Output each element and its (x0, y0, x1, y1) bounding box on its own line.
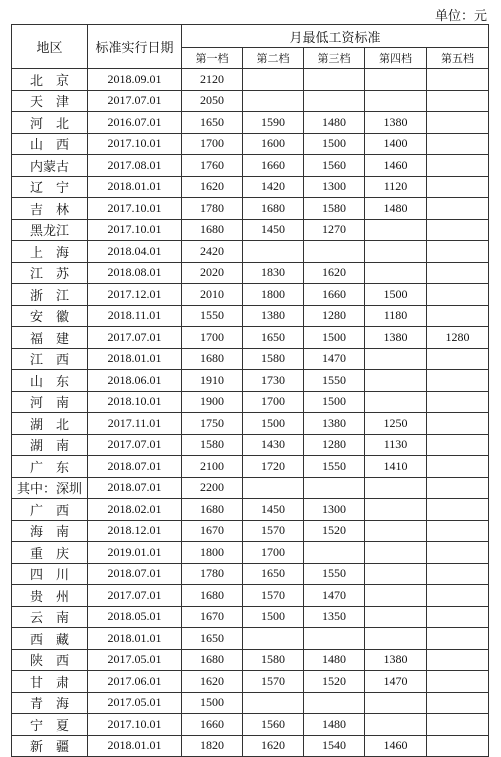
table-row (12, 542, 489, 564)
date-cell: 2018.01.01 (88, 735, 182, 757)
tier-5-cell (427, 456, 489, 478)
header-wage-standard: 月最低工资标准 (182, 25, 489, 48)
tier-5-cell (427, 585, 489, 607)
region-cell: 海 南 (12, 520, 88, 542)
tier-1-cell: 1670 (182, 606, 243, 628)
date-cell: 2017.07.01 (88, 585, 182, 607)
region-cell: 甘 肃 (12, 671, 88, 693)
tier-3-cell: 1500 (304, 327, 365, 349)
tier-1-cell: 1760 (182, 155, 243, 177)
tier-2-cell: 1800 (243, 284, 304, 306)
region-cell: 江 苏 (12, 262, 88, 284)
tier-5-cell (427, 133, 489, 155)
tier-3-cell: 1350 (304, 606, 365, 628)
tier-3-cell (304, 90, 365, 112)
tier-2-cell (243, 628, 304, 650)
region-cell: 重 庆 (12, 542, 88, 564)
unit-label: 单位：元 (434, 9, 487, 24)
date-cell: 2018.11.01 (88, 305, 182, 327)
tier-5-cell (427, 606, 489, 628)
tier-4-cell (365, 477, 427, 499)
table-row (12, 520, 489, 542)
tier-5-cell (427, 671, 489, 693)
date-cell: 2018.06.01 (88, 370, 182, 392)
tier-1-cell: 1780 (182, 198, 243, 220)
table-row (12, 671, 489, 693)
tier-4-cell (365, 692, 427, 714)
date-cell: 2018.10.01 (88, 391, 182, 413)
tier-5-cell (427, 563, 489, 585)
tier-3-cell: 1380 (304, 413, 365, 435)
tier-1-cell: 1580 (182, 434, 243, 456)
region-cell: 浙 江 (12, 284, 88, 306)
region-cell: 吉 林 (12, 198, 88, 220)
tier-2-cell: 1680 (243, 198, 304, 220)
tier-3-cell: 1270 (304, 219, 365, 241)
region-cell: 新 疆 (12, 735, 88, 757)
tier-1-cell: 1780 (182, 563, 243, 585)
table-row (12, 112, 489, 134)
tier-5-cell (427, 155, 489, 177)
tier-1-cell: 1700 (182, 133, 243, 155)
tier-3-cell: 1300 (304, 499, 365, 521)
tier-4-cell (365, 585, 427, 607)
date-cell: 2017.10.01 (88, 133, 182, 155)
region-cell: 广 西 (12, 499, 88, 521)
tier-4-cell: 1460 (365, 155, 427, 177)
tier-1-cell: 1910 (182, 370, 243, 392)
tier-4-cell (365, 563, 427, 585)
tier-2-cell: 1450 (243, 219, 304, 241)
tier-3-cell: 1480 (304, 112, 365, 134)
tier-5-cell (427, 348, 489, 370)
header-region: 地区 (12, 25, 88, 69)
tier-2-cell: 1580 (243, 348, 304, 370)
tier-3-cell: 1470 (304, 348, 365, 370)
table-row (12, 370, 489, 392)
tier-3-cell: 1500 (304, 133, 365, 155)
tier-5-cell (427, 69, 489, 91)
date-cell: 2017.07.01 (88, 90, 182, 112)
min-wage-table (11, 24, 489, 757)
tier-1-cell: 1620 (182, 176, 243, 198)
date-cell: 2017.05.01 (88, 649, 182, 671)
tier-4-cell: 1480 (365, 198, 427, 220)
tier-2-cell: 1720 (243, 456, 304, 478)
tier-3-cell: 1500 (304, 391, 365, 413)
tier-1-cell: 1900 (182, 391, 243, 413)
tier-5-cell (427, 90, 489, 112)
tier-5-cell (427, 305, 489, 327)
region-cell: 山 西 (12, 133, 88, 155)
tier-2-cell (243, 90, 304, 112)
tier-1-cell: 2420 (182, 241, 243, 263)
table-row (12, 348, 489, 370)
tier-4-cell (365, 391, 427, 413)
tier-1-cell: 1620 (182, 671, 243, 693)
tier-3-cell (304, 542, 365, 564)
tier-4-cell: 1180 (365, 305, 427, 327)
table-row (12, 585, 489, 607)
date-cell: 2018.01.01 (88, 628, 182, 650)
tier-5-cell (427, 477, 489, 499)
tier-3-cell: 1580 (304, 198, 365, 220)
tier-2-cell (243, 477, 304, 499)
tier-3-cell: 1280 (304, 305, 365, 327)
tier-4-cell: 1460 (365, 735, 427, 757)
region-cell: 其中：深圳 (12, 477, 88, 499)
region-cell: 河 南 (12, 391, 88, 413)
tier-2-cell: 1560 (243, 714, 304, 736)
tier-3-cell: 1550 (304, 563, 365, 585)
tier-5-cell (427, 219, 489, 241)
date-cell: 2017.07.01 (88, 434, 182, 456)
tier-1-cell: 1650 (182, 628, 243, 650)
date-cell: 2017.12.01 (88, 284, 182, 306)
table-row (12, 606, 489, 628)
tier-5-cell (427, 499, 489, 521)
date-cell: 2017.10.01 (88, 198, 182, 220)
region-cell: 黑龙江 (12, 219, 88, 241)
date-cell: 2018.08.01 (88, 262, 182, 284)
date-cell: 2018.05.01 (88, 606, 182, 628)
tier-2-cell: 1500 (243, 413, 304, 435)
tier-1-cell: 1500 (182, 692, 243, 714)
region-cell: 北 京 (12, 69, 88, 91)
tier-5-cell (427, 241, 489, 263)
region-cell: 辽 宁 (12, 176, 88, 198)
tier-2-cell: 1660 (243, 155, 304, 177)
region-cell: 广 东 (12, 456, 88, 478)
region-cell: 江 西 (12, 348, 88, 370)
date-cell: 2018.01.01 (88, 348, 182, 370)
region-cell: 上 海 (12, 241, 88, 263)
region-cell: 内蒙古 (12, 155, 88, 177)
table-row (12, 305, 489, 327)
date-cell: 2018.01.01 (88, 176, 182, 198)
tier-1-cell: 2020 (182, 262, 243, 284)
tier-1-cell: 1750 (182, 413, 243, 435)
region-cell: 河 北 (12, 112, 88, 134)
region-cell: 四 川 (12, 563, 88, 585)
tier-2-cell: 1590 (243, 112, 304, 134)
tier-5-cell (427, 434, 489, 456)
table-row (12, 628, 489, 650)
table-row (12, 262, 489, 284)
date-cell: 2017.08.01 (88, 155, 182, 177)
tier-2-cell: 1580 (243, 649, 304, 671)
table-row (12, 391, 489, 413)
table-row (12, 735, 489, 757)
tier-2-cell: 1430 (243, 434, 304, 456)
region-cell: 山 东 (12, 370, 88, 392)
tier-3-cell: 1470 (304, 585, 365, 607)
region-cell: 宁 夏 (12, 714, 88, 736)
tier-1-cell: 1670 (182, 520, 243, 542)
tier-1-cell: 1680 (182, 348, 243, 370)
tier-4-cell (365, 499, 427, 521)
tier-5-cell (427, 198, 489, 220)
tier-5-cell (427, 628, 489, 650)
table-row (12, 133, 489, 155)
tier-1-cell: 1680 (182, 585, 243, 607)
table-row (12, 434, 489, 456)
tier-1-cell: 2050 (182, 90, 243, 112)
tier-2-cell (243, 241, 304, 263)
tier-1-cell: 1800 (182, 542, 243, 564)
tier-3-cell: 1300 (304, 176, 365, 198)
table-row (12, 499, 489, 521)
date-cell: 2016.07.01 (88, 112, 182, 134)
tier-5-cell (427, 284, 489, 306)
tier-4-cell (365, 606, 427, 628)
table-row (12, 327, 489, 349)
tier-2-cell: 1620 (243, 735, 304, 757)
tier-3-cell: 1660 (304, 284, 365, 306)
tier-4-cell (365, 520, 427, 542)
tier-4-cell (365, 628, 427, 650)
tier-3-cell: 1520 (304, 671, 365, 693)
table-row (12, 90, 489, 112)
table-body (12, 69, 489, 757)
date-cell: 2017.10.01 (88, 714, 182, 736)
tier-5-cell (427, 413, 489, 435)
tier-1-cell: 2200 (182, 477, 243, 499)
tier-1-cell: 2100 (182, 456, 243, 478)
tier-1-cell: 1700 (182, 327, 243, 349)
tier-1-cell: 2120 (182, 69, 243, 91)
tier-3-cell: 1520 (304, 520, 365, 542)
tier-5-cell (427, 391, 489, 413)
region-cell: 西 藏 (12, 628, 88, 650)
tier-2-cell: 1570 (243, 520, 304, 542)
region-cell: 贵 州 (12, 585, 88, 607)
tier-2-cell: 1650 (243, 563, 304, 585)
tier-2-cell (243, 692, 304, 714)
tier-3-cell (304, 477, 365, 499)
tier-1-cell: 2010 (182, 284, 243, 306)
tier-5-cell (427, 649, 489, 671)
header-tier-1: 第一档 (182, 48, 243, 69)
tier-2-cell (243, 69, 304, 91)
region-cell: 青 海 (12, 692, 88, 714)
tier-2-cell: 1500 (243, 606, 304, 628)
tier-3-cell: 1540 (304, 735, 365, 757)
tier-3-cell: 1280 (304, 434, 365, 456)
date-cell: 2017.11.01 (88, 413, 182, 435)
tier-5-cell (427, 176, 489, 198)
tier-1-cell: 1680 (182, 219, 243, 241)
tier-2-cell: 1650 (243, 327, 304, 349)
date-cell: 2018.02.01 (88, 499, 182, 521)
header-tier-5: 第五档 (427, 48, 489, 69)
date-cell: 2018.09.01 (88, 69, 182, 91)
header-tier-2: 第二档 (243, 48, 304, 69)
tier-4-cell: 1380 (365, 112, 427, 134)
tier-4-cell (365, 241, 427, 263)
tier-5-cell (427, 262, 489, 284)
tier-3-cell: 1550 (304, 456, 365, 478)
tier-4-cell (365, 348, 427, 370)
tier-3-cell (304, 692, 365, 714)
tier-4-cell (365, 69, 427, 91)
tier-3-cell: 1480 (304, 714, 365, 736)
table-row (12, 413, 489, 435)
date-cell: 2017.10.01 (88, 219, 182, 241)
tier-5-cell (427, 520, 489, 542)
table-row (12, 219, 489, 241)
table-row (12, 155, 489, 177)
tier-4-cell (365, 262, 427, 284)
tier-2-cell: 1570 (243, 585, 304, 607)
tier-5-cell (427, 112, 489, 134)
date-cell: 2018.12.01 (88, 520, 182, 542)
tier-4-cell: 1380 (365, 649, 427, 671)
table-row (12, 284, 489, 306)
table-row (12, 714, 489, 736)
tier-4-cell: 1130 (365, 434, 427, 456)
tier-2-cell: 1700 (243, 542, 304, 564)
tier-2-cell: 1380 (243, 305, 304, 327)
tier-2-cell: 1830 (243, 262, 304, 284)
tier-4-cell: 1120 (365, 176, 427, 198)
region-cell: 安 徽 (12, 305, 88, 327)
tier-3-cell: 1620 (304, 262, 365, 284)
tier-2-cell: 1420 (243, 176, 304, 198)
tier-5-cell (427, 714, 489, 736)
region-cell: 陕 西 (12, 649, 88, 671)
tier-1-cell: 1820 (182, 735, 243, 757)
tier-2-cell: 1600 (243, 133, 304, 155)
tier-4-cell (365, 714, 427, 736)
region-cell: 云 南 (12, 606, 88, 628)
tier-3-cell (304, 241, 365, 263)
date-cell: 2018.07.01 (88, 563, 182, 585)
tier-3-cell: 1550 (304, 370, 365, 392)
table-row (12, 198, 489, 220)
tier-4-cell (365, 542, 427, 564)
tier-3-cell: 1560 (304, 155, 365, 177)
tier-3-cell: 1480 (304, 649, 365, 671)
date-cell: 2017.07.01 (88, 327, 182, 349)
tier-2-cell: 1450 (243, 499, 304, 521)
tier-4-cell (365, 219, 427, 241)
table-row (12, 649, 489, 671)
tier-2-cell: 1730 (243, 370, 304, 392)
table-row (12, 477, 489, 499)
region-cell: 天 津 (12, 90, 88, 112)
tier-2-cell: 1570 (243, 671, 304, 693)
tier-1-cell: 1680 (182, 649, 243, 671)
region-cell: 湖 南 (12, 434, 88, 456)
date-cell: 2018.04.01 (88, 241, 182, 263)
tier-5-cell (427, 735, 489, 757)
tier-4-cell: 1470 (365, 671, 427, 693)
tier-4-cell (365, 370, 427, 392)
tier-1-cell: 1550 (182, 305, 243, 327)
table-row (12, 176, 489, 198)
header-tier-4: 第四档 (365, 48, 427, 69)
table-row (12, 69, 489, 91)
table-row (12, 241, 489, 263)
tier-5-cell (427, 692, 489, 714)
tier-3-cell (304, 628, 365, 650)
tier-5-cell: 1280 (427, 327, 489, 349)
tier-3-cell (304, 69, 365, 91)
tier-5-cell (427, 542, 489, 564)
tier-4-cell: 1250 (365, 413, 427, 435)
table-row (12, 563, 489, 585)
tier-4-cell (365, 90, 427, 112)
header-tier-3: 第三档 (304, 48, 365, 69)
date-cell: 2019.01.01 (88, 542, 182, 564)
tier-4-cell: 1500 (365, 284, 427, 306)
tier-1-cell: 1650 (182, 112, 243, 134)
table-row (12, 456, 489, 478)
tier-1-cell: 1660 (182, 714, 243, 736)
tier-4-cell: 1400 (365, 133, 427, 155)
region-cell: 湖 北 (12, 413, 88, 435)
header-date: 标准实行日期 (88, 25, 182, 69)
tier-4-cell: 1410 (365, 456, 427, 478)
tier-4-cell: 1380 (365, 327, 427, 349)
region-cell: 福 建 (12, 327, 88, 349)
date-cell: 2017.06.01 (88, 671, 182, 693)
date-cell: 2017.05.01 (88, 692, 182, 714)
tier-1-cell: 1680 (182, 499, 243, 521)
date-cell: 2018.07.01 (88, 456, 182, 478)
tier-2-cell: 1700 (243, 391, 304, 413)
tier-5-cell (427, 370, 489, 392)
table-row (12, 692, 489, 714)
date-cell: 2018.07.01 (88, 477, 182, 499)
